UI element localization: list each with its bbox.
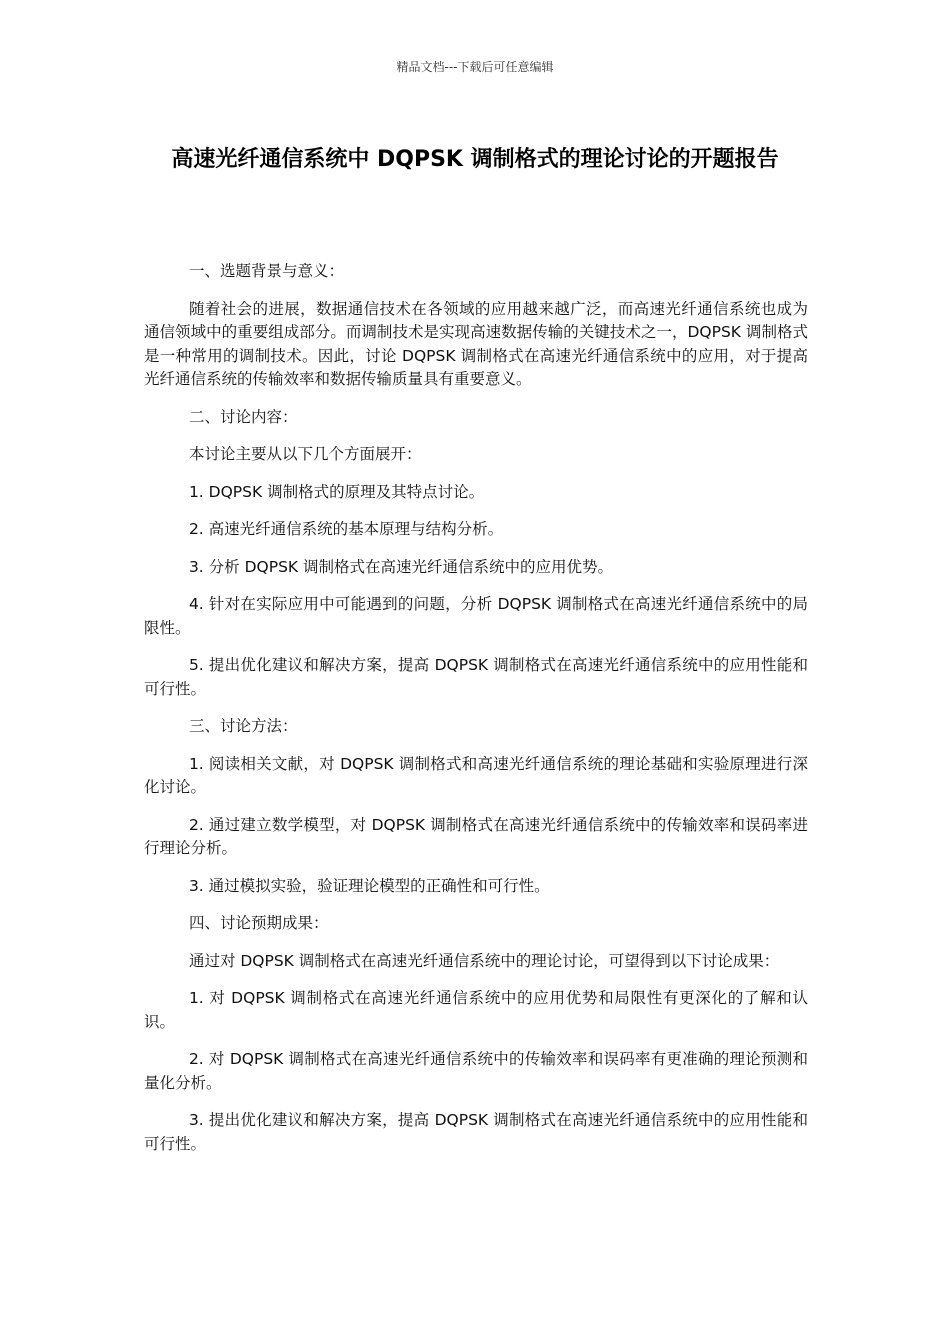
content-item-4: 4. 针对在实际应用中可能遇到的问题，分析 DQPSK 调制格式在高速光纤通信系统中的局限性。: [144, 595, 808, 637]
content-item-2: 2. 高速光纤通信系统的基本原理与结构分析。: [188, 520, 504, 538]
section-heading-method: 三、讨论方法：: [188, 717, 298, 735]
method-item-1: 1. 阅读相关文献，对 DQPSK 调制格式和高速光纤通信系统的理论基础和实验原理进行深化讨论。: [144, 754, 808, 796]
paragraph-outcomes-intro: 通过对 DQPSK 调制格式在高速光纤通信系统中的理论讨论，可望得到以下讨论成果：: [188, 951, 780, 970]
section-heading-outcomes: 四、讨论预期成果：: [188, 914, 329, 932]
document-title: 高速光纤通信系统中 DQPSK 调制格式的理论讨论的开题报告: [171, 147, 779, 172]
paragraph-content-intro: 本讨论主要从以下几个方面展开：: [188, 445, 422, 463]
page-header-note: 精品文档---下载后可任意编辑: [396, 60, 554, 74]
outcome-item-2: 2. 对 DQPSK 调制格式在高速光纤通信系统中的传输效率和误码率有更准确的理论预测和量化分析。: [144, 1050, 808, 1092]
content-item-5: 5. 提出优化建议和解决方案，提高 DQPSK 调制格式在高速光纤通信系统中的应用性能和可行性。: [144, 656, 808, 698]
method-item-3: 3. 通过模拟实验，验证理论模型的正确性和可行性。: [188, 876, 550, 895]
outcome-item-1: 1. 对 DQPSK 调制格式在高速光纤通信系统中的应用优势和局限性有更深化的了解和认识。: [144, 989, 808, 1031]
content-item-3: 3. 分析 DQPSK 调制格式在高速光纤通信系统中的应用优势。: [188, 557, 613, 576]
method-item-2: 2. 通过建立数学模型，对 DQPSK 调制格式在高速光纤通信系统中的传输效率和误码率进行理论分析。: [144, 815, 808, 857]
section-heading-background: 一、选题背景与意义：: [188, 262, 344, 280]
document-body: [144, 260, 808, 1170]
paragraph-background: 随着社会的进展，数据通信技术在各领域的应用越来越广泛，而高速光纤通信系统也成为通信领域中的重要组成部分。而调制技术是实现高速数据传输的关键技术之一，DQPSK 调制格式是一种常用的调制技术。因此，讨论 DQPSK 调制格式在高速光纤通信系统中的应用，对于提高光纤通信系统的传输效率和数据传输质量具有重要意义。: [144, 299, 808, 388]
content-item-1: 1. DQPSK 调制格式的原理及其特点讨论。: [188, 482, 485, 501]
outcome-item-3: 3. 提出优化建议和解决方案，提高 DQPSK 调制格式在高速光纤通信系统中的应用性能和可行性。: [144, 1111, 808, 1153]
section-heading-content: 二、讨论内容：: [188, 407, 298, 426]
